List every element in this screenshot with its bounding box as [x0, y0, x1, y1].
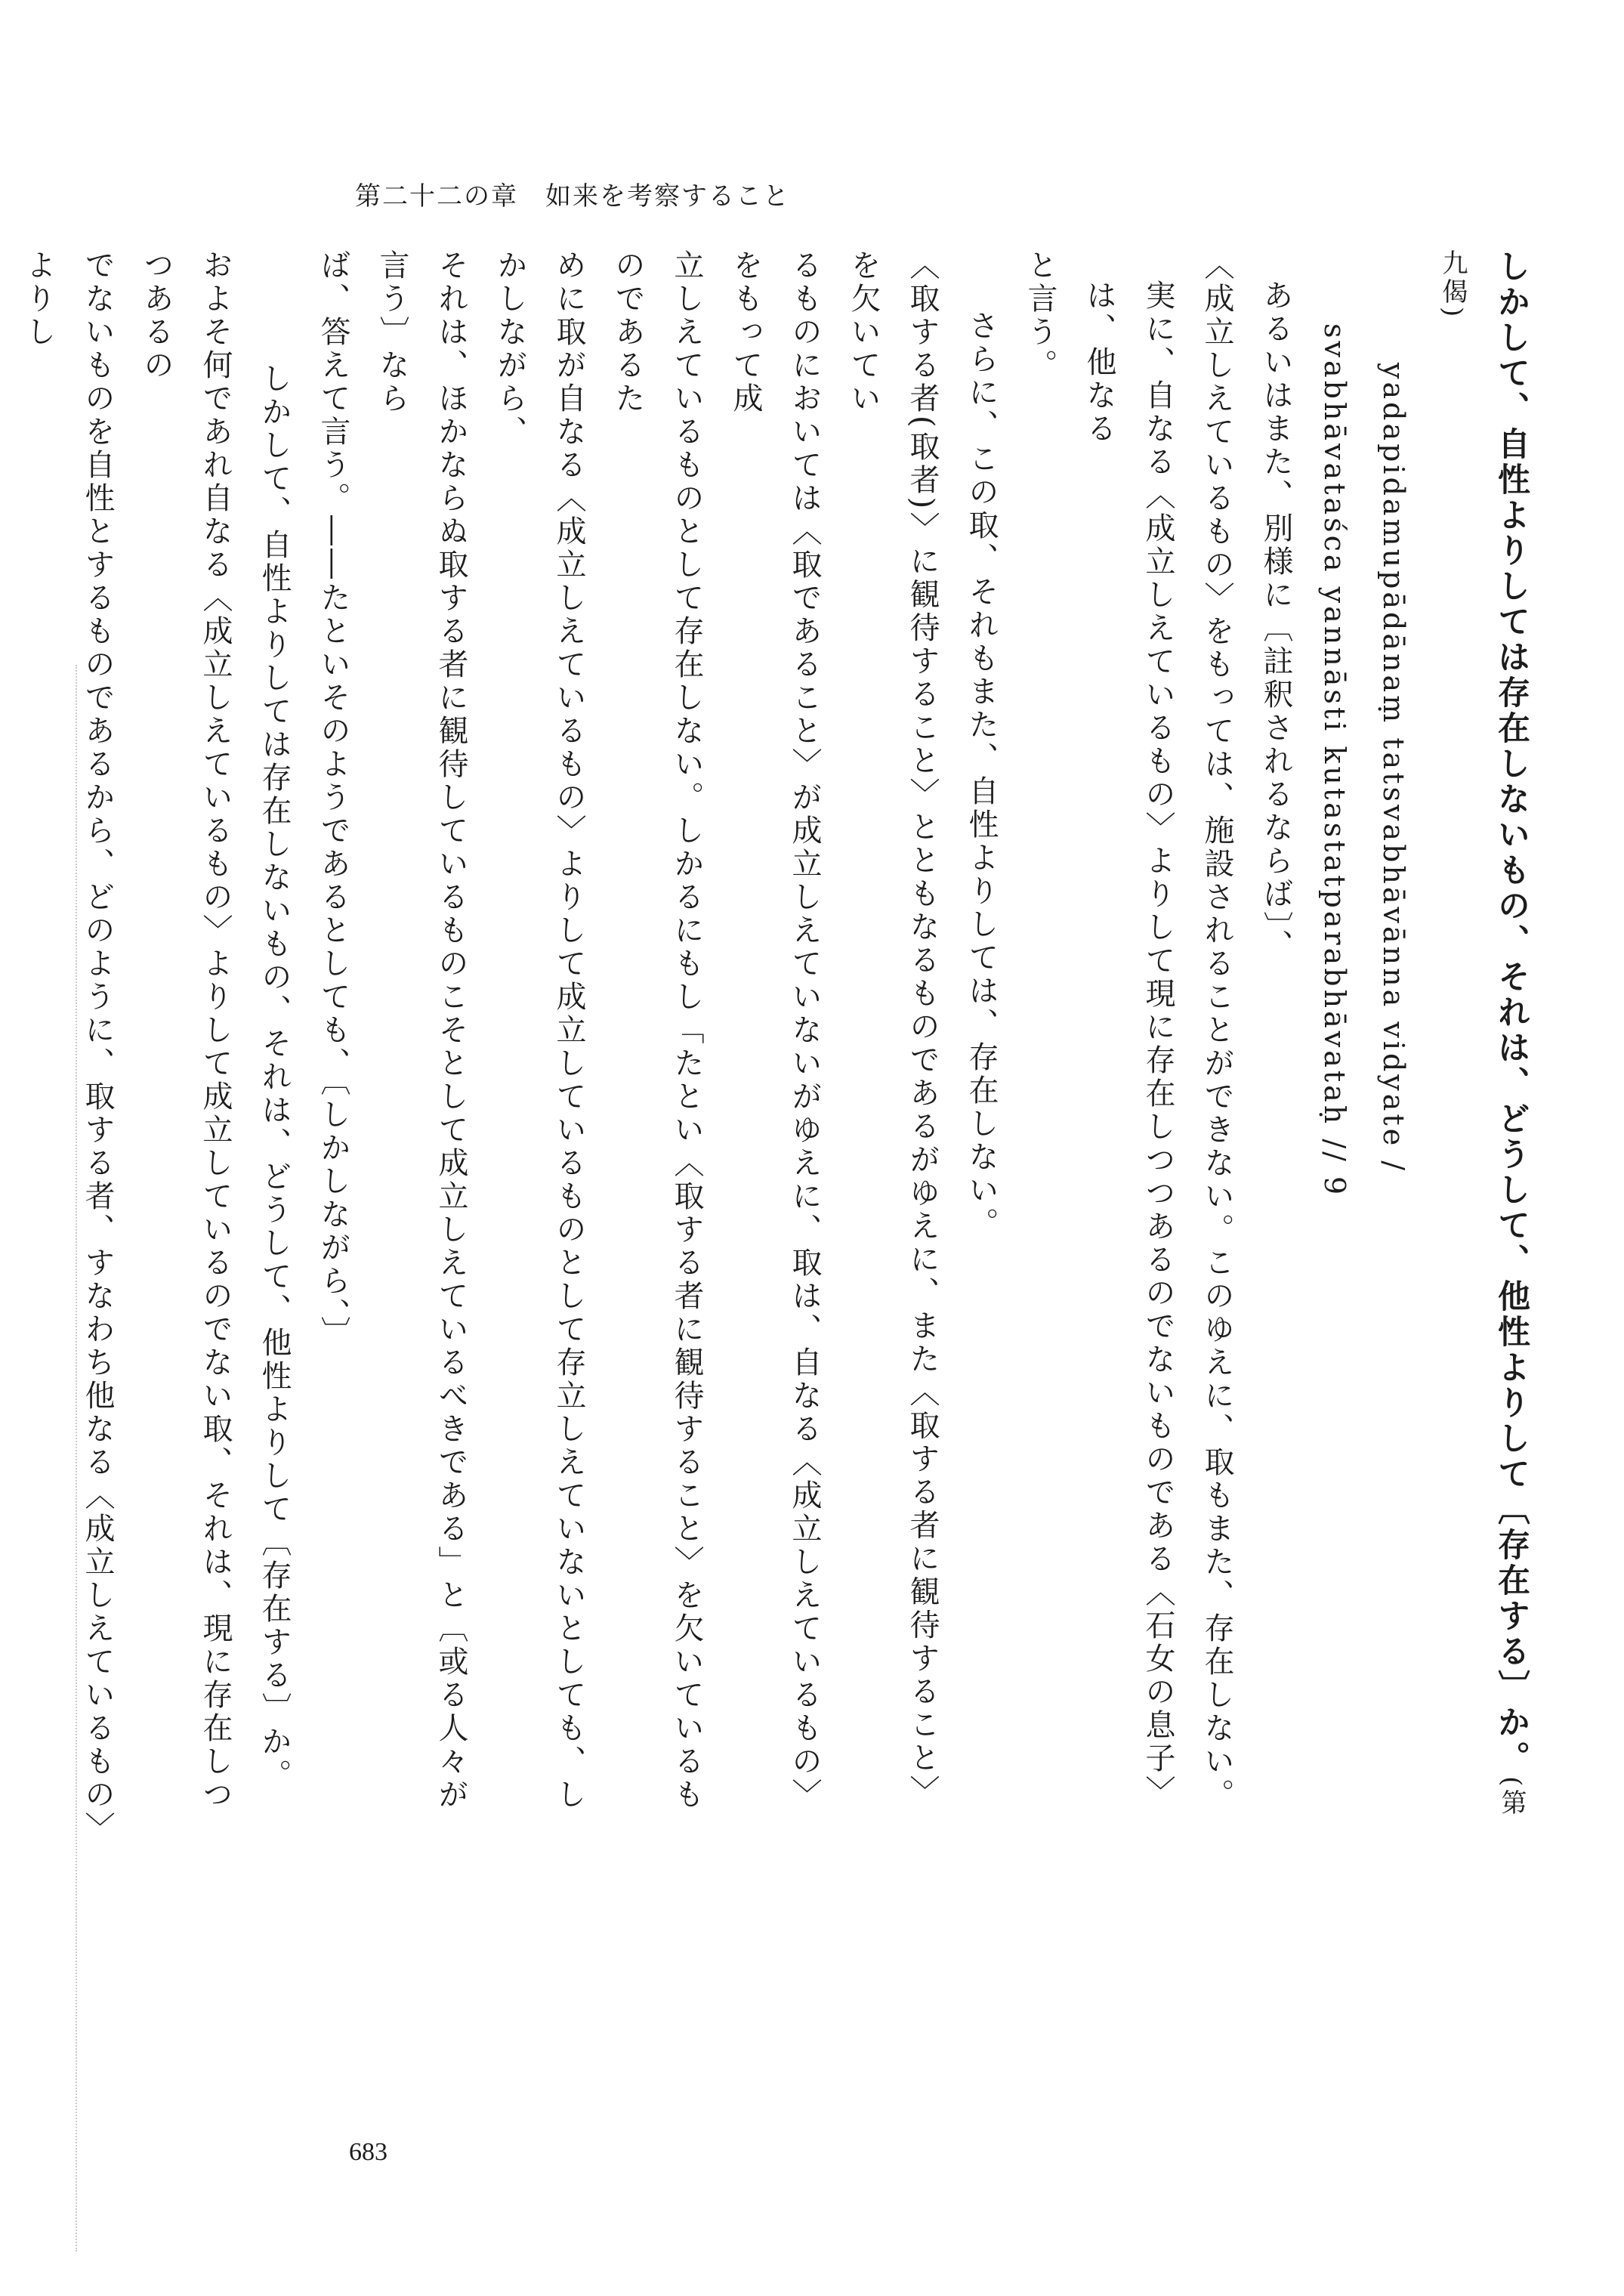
text-line: しかして、自性よりしては存在しないもの、それは、どうして、他性よりして〔存在する〕か。: [257, 363, 292, 1792]
vertical-text-block: [21, 249, 1541, 1836]
sanskrit-line-1: yadapidamupādānaṃ tatsvabhāvānna vidyate /: [1377, 363, 1410, 1174]
text-line: [0, 249, 9, 1836]
text-line: と言う。: [1023, 249, 1057, 382]
sanskrit-line-2: svabhāvataśca yannāsti kutastatparabhāvataḥ // 9: [1318, 323, 1351, 1198]
text-line: でないものを自性とするものであるから、どのように、取する者、すなわち他なる〈成立しえているもの〉よりし: [21, 249, 115, 1830]
text-line: 〈取する者(取者)〉に観待すること〉とともなるものであるがゆえに、また〈取する者に観待すること〉を欠いてい: [846, 249, 940, 1809]
page-number: 683: [349, 2138, 387, 2166]
text-line: およそ何であれ自なる〈成立しえているもの〉よりして成立しているのでない取、それは、現に存在しつつあるの: [139, 249, 233, 1812]
text-line: あるいはまた、別様に〔註釈されるならば〕、: [1258, 280, 1293, 963]
text-line: 立しえているものとして存在しない。しかるにもし「たとい〈取する者に観待すること〉を欠いているものであるた: [610, 249, 704, 1812]
text-line: ば、答えて言う。――たといそのようであるとしても、〔しかしながら、〕: [316, 249, 350, 1349]
verse-label: (第九偈): [1437, 249, 1527, 1819]
verse-text: しかして、自性よりしては存在しないもの、それは、どうして、他性よりして〔存在する〕か。: [1493, 249, 1530, 1776]
text-line: それは、ほかならぬ取する者に観待しているものこそとして成立しえているべきである」と〔或る人々が言う〕なら: [375, 249, 468, 1812]
text-line: 実に、自なる〈成立しえているもの〉よりして現に存在しつつあるのでないものである〈石女の息子〉は、他なる: [1082, 280, 1175, 1809]
running-head: 第二十二の章 如来を考察すること: [355, 181, 790, 212]
verse-line: [1423, 249, 1541, 1836]
text-line: さらに、この取、それもまた、自性よりしては、存在しない。: [964, 310, 999, 1241]
text-line: 〈成立しえているもの〉をもっては、施設されることができない。このゆえに、取もまた、存在しない。: [1199, 249, 1234, 1812]
text-line: めに取が自なる〈成立しえているもの〉よりして成立しているものとして存立しえていないとしても、しかしながら、: [492, 249, 586, 1812]
text-line: るものにおいては〈取であること〉が成立しえていないがゆえに、取は、自なる〈成立しえているもの〉をもって成: [728, 249, 822, 1812]
